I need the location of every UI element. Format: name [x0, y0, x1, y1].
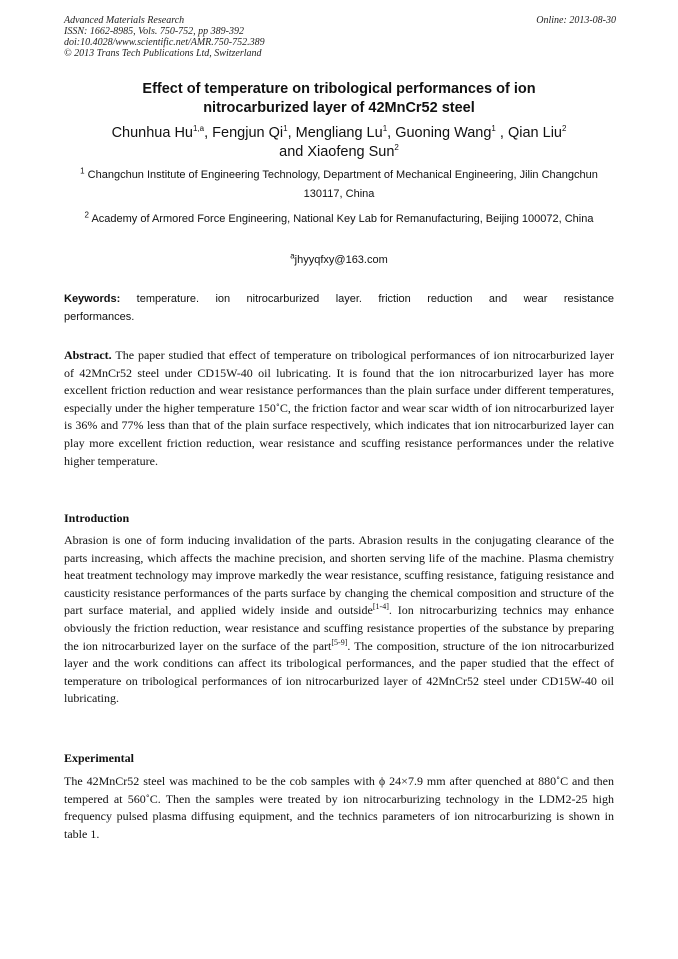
title-line-1: Effect of temperature on tribological performances of ion: [142, 81, 536, 97]
issn-line: ISSN: 1662-8985, Vols. 750-752, pp 389-392: [64, 26, 244, 37]
author: Chunhua Hu$^{1,a}$,: [111, 124, 213, 141]
journal-header: [64, 15, 616, 59]
keywords-label: Keywords:: [64, 293, 121, 305]
abstract: [64, 347, 614, 470]
citation[interactable]: [1-4]: [372, 602, 389, 612]
abstract-text: The paper studied that effect of temperature on tribological performances of ion nitrocarburized layer of 42MnCr52 steel under CD15W-40 oil lubricating. It is found that the ion nitrocarburized layer has more excellent friction reduction and wear resistance performances than the plain surface under different temperatures, especially under the higher temperature 150˚C, the friction factor and wear scar width of ion nitrocarburized layer is 36% and 77% less than that of the plain surface respectively, which indicates that ion nitrocarburized layer can play more excellent friction reduction, wear resistance and scuffing resistance performances under the relative higher temperature.: [64, 348, 614, 468]
author: Guoning Wang$^1$ ,: [395, 124, 508, 141]
journal-name: Advanced Materials Research: [64, 15, 185, 26]
author: and Xiaofeng Sun$^2$: [279, 143, 399, 160]
title-line-2: nitrocarburized layer of 42MnCr52 steel: [203, 100, 475, 116]
affiliation-2: $^2$ Academy of Armored Force Engineering, National Key Lab for Remanufacturing, Beijing 100072, China: [84, 210, 594, 225]
affiliation-1: $^1$ Changchun Institute of Engineering Technology, Department of Mechanical Engineering, Jilin Changchun 130117, China: [80, 166, 598, 200]
section-heading-introduction: Introduction: [64, 511, 130, 525]
citation[interactable]: [5-9]: [331, 637, 348, 647]
keywords: [64, 290, 614, 326]
doi-line[interactable]: doi:10.4028/www.scientific.net/AMR.750-752.389: [64, 37, 265, 48]
copyright-line: © 2013 Trans Tech Publications Ltd, Switzerland: [64, 48, 262, 59]
author: Fengjun Qi$^1$,: [212, 124, 296, 141]
paper-title: [64, 80, 614, 118]
online-date: Online: 2013-08-30: [536, 15, 616, 26]
author: Qian Liu$^2$: [507, 124, 567, 141]
section-heading-experimental: Experimental: [64, 751, 134, 765]
introduction-body: Abrasion is one of form inducing invalidation of the parts. Abrasion results in the conjugating clearance of the parts increasing, which affects the machine precision, and shorten serving life of the machine. Plasma chemistry heat treatment technology may improve markedly the wear resistance, scuffing resistance, fatiguing resistance and causticity resistance performances of the parts surface by changing the chemical composition and structure of the part surface material, and applied widely inside and outside[1-4]. Ion nitrocarburizing technics may enhance obviously the friction reduction, wear resistance and scuffing resistance properties of the substance by preparing the ion nitrocarburized layer on the surface of the part[5-9]. The composition, structure of the ion nitrocarburized layer and the work conditions can affect its tribological performances, and the paper studied that the effect of temperature on tribological performances of ion nitrocarburized layer of 42MnCr52 steel under CD15W-40 oil lubricating.: [64, 533, 614, 706]
author: Mengliang Lu$^1$,: [295, 124, 396, 141]
abstract-label: Abstract.: [64, 348, 112, 362]
contact-email[interactable]: $^a$jhyyqfxy@163.com: [290, 251, 388, 266]
keywords-text: temperature. ion nitrocarburized layer. friction reduction and wear resistance performances.: [64, 293, 614, 323]
experimental-body: The 42MnCr52 steel was machined to be the cob samples with ϕ 24×7.9 mm after quenched at 880˚C and then tempered at 560˚C. Then the samples were treated by ion nitrocarburizing technology in the LDM2-25 high frequency pulsed plasma diffusing equipment, and the technics parameters of ion nitrocarburizing is shown in table 1.: [64, 774, 614, 841]
author-list: [64, 124, 614, 162]
